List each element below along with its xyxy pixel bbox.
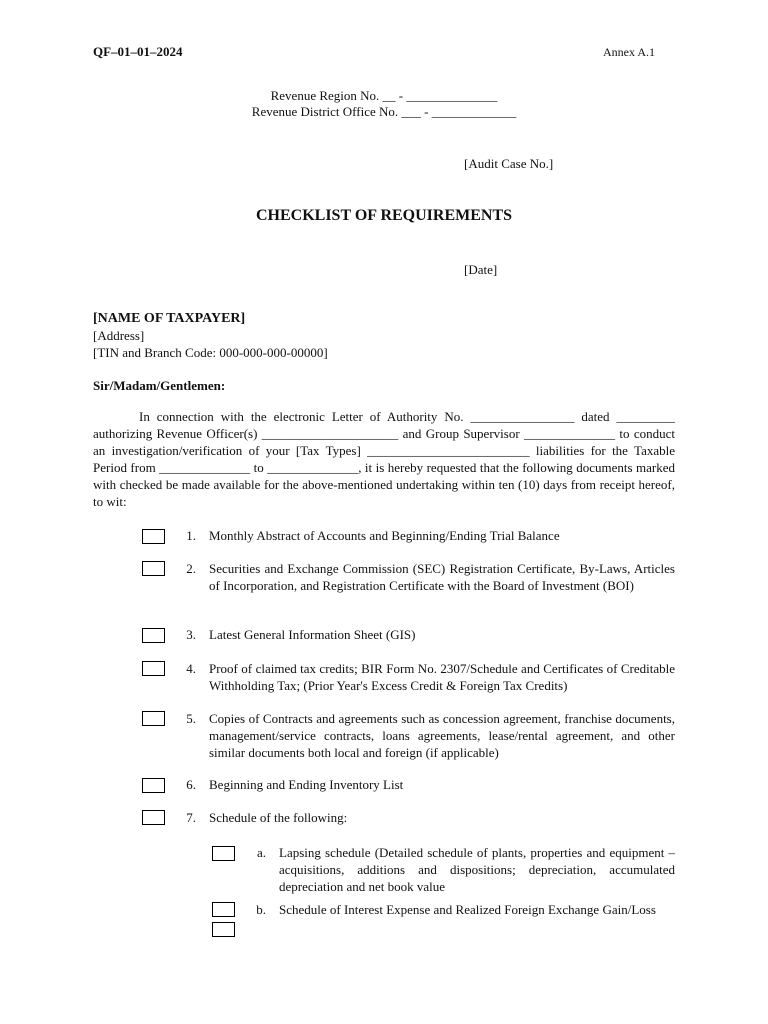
revenue-district-line: Revenue District Office No. ___ - _____________ xyxy=(251,104,517,119)
checkbox-item-6[interactable] xyxy=(142,778,165,793)
checkbox-item-7[interactable] xyxy=(142,810,165,825)
item-number: 3. xyxy=(186,627,196,642)
intro-paragraph: In connection with the electronic Letter of Authority No. ________________ dated _________ authorizing Revenue Officer(s) _____________________ and Group Supervisor ______________ to conduct an investigation/verification of your [Tax Types] _________________________ liabilities for the Taxable Period from ______________ to ______________, it is hereby requested that the following documents marked with checked be made available for the above-mentioned undertaking within ten (10) days from receipt hereof, to wit: xyxy=(93,409,675,509)
checkbox-subitem-b[interactable] xyxy=(212,902,235,917)
taxpayer-name: [NAME OF TAXPAYER] xyxy=(93,311,246,326)
date-field: [Date] xyxy=(464,262,498,277)
item-number: 5. xyxy=(186,711,196,726)
item-text: Monthly Abstract of Accounts and Beginning/Ending Trial Balance xyxy=(209,528,560,543)
item-text: Latest General Information Sheet (GIS) xyxy=(209,627,416,642)
subitem-letter: a. xyxy=(256,845,266,860)
item-text: Copies of Contracts and agreements such as concession agreement, franchise documents, management/service contracts, loans agreements, lease/rental agreement, and other similar documents both local and foreign (if applicable) xyxy=(209,711,675,760)
checkbox-item-3[interactable] xyxy=(142,628,165,643)
item-number: 4. xyxy=(186,661,196,676)
form-code: QF–01–01–2024 xyxy=(93,44,183,59)
checkbox-item-2[interactable] xyxy=(142,561,165,576)
page-title: CHECKLIST OF REQUIREMENTS xyxy=(255,207,513,224)
item-text: Proof of claimed tax credits; BIR Form No. 2307/Schedule and Certificates of Creditable Withholding Tax; (Prior Year's Excess Credit & Foreign Tax Credits) xyxy=(209,661,675,693)
subitem-text: Schedule of Interest Expense and Realized Foreign Exchange Gain/Loss xyxy=(279,902,656,917)
item-text: Beginning and Ending Inventory List xyxy=(209,777,404,792)
item-number: 7. xyxy=(186,810,196,825)
subitem-letter: b. xyxy=(256,902,266,917)
checkbox-item-4[interactable] xyxy=(142,661,165,676)
taxpayer-tin: [TIN and Branch Code: 000-000-000-00000] xyxy=(93,345,328,360)
checkbox-subitem-a[interactable] xyxy=(212,846,235,861)
item-number: 6. xyxy=(186,777,196,792)
item-text: Schedule of the following: xyxy=(209,810,348,825)
checkbox-item-5[interactable] xyxy=(142,711,165,726)
item-number: 2. xyxy=(186,561,196,576)
item-number: 1. xyxy=(186,528,196,543)
checkbox-subitem-b-extra[interactable] xyxy=(212,922,235,937)
audit-case-no: [Audit Case No.] xyxy=(464,156,554,171)
subitem-text: Lapsing schedule (Detailed schedule of plants, properties and equipment – acquisitions, additions and dispositions; depreciation, accumulated depreciation and net book value xyxy=(279,845,675,894)
annex-label: Annex A.1 xyxy=(603,45,655,59)
revenue-region-line: Revenue Region No. __ - ______________ xyxy=(270,88,498,103)
checkbox-item-1[interactable] xyxy=(142,529,165,544)
taxpayer-address: [Address] xyxy=(93,328,145,343)
item-text: Securities and Exchange Commission (SEC) Registration Certificate, By-Laws, Articles of Incorporation, and Registration Certificate with the Board of Investment (BOI) xyxy=(209,561,675,593)
salutation: Sir/Madam/Gentlemen: xyxy=(93,378,226,393)
